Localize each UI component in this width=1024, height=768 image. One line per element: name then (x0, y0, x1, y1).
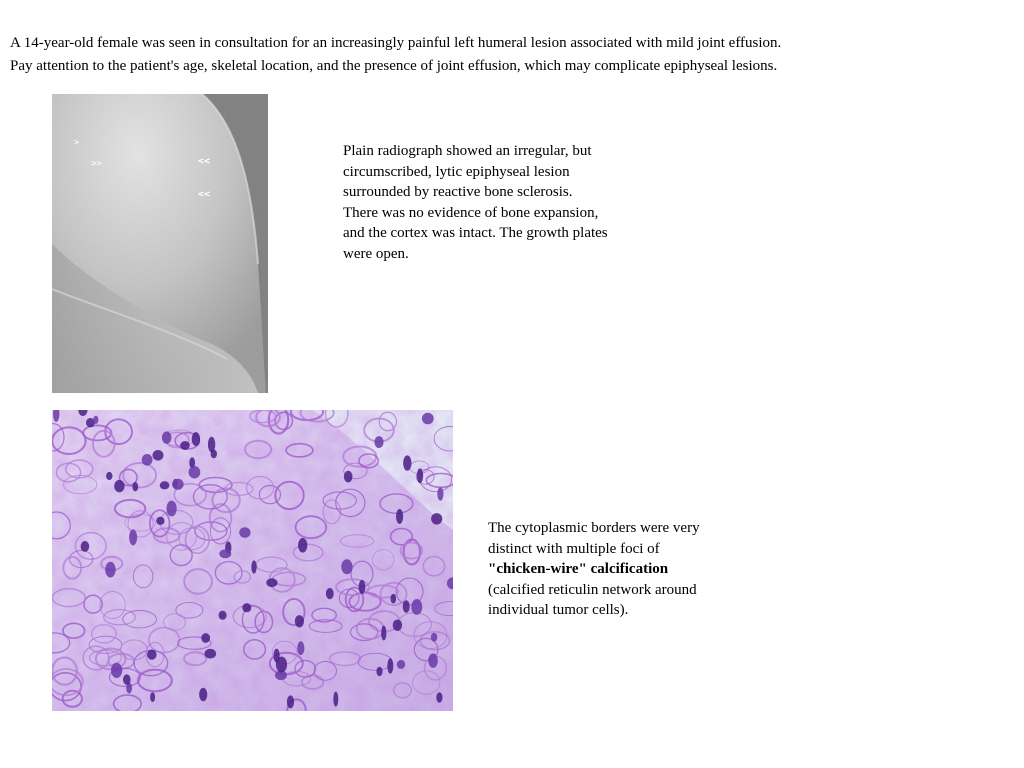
radiograph-drawing (52, 94, 268, 393)
case-intro (10, 32, 1010, 78)
histology-caption-line-2: distinct with multiple foci of (488, 540, 660, 557)
radiograph-caption-line: Plain radiograph showed an irregular, but (343, 143, 592, 159)
histology-caption-line-3: (calcified reticulin network around (488, 581, 697, 598)
radiograph-caption-line: circumscribed, lytic epiphyseal lesion (343, 163, 570, 180)
radiograph-image (52, 94, 268, 393)
histology-image (52, 410, 453, 711)
histology-drawing (52, 410, 453, 711)
histology-caption-line-4: individual tumor cells). (488, 602, 629, 618)
radiograph-arrow-4: << (198, 189, 211, 200)
radiograph-caption-line: were open. (343, 245, 409, 262)
histology-caption-bold (488, 559, 788, 580)
radiograph-caption-line: surrounded by reactive bone sclerosis. (343, 184, 573, 200)
radiograph-caption-line: and the cortex was intact. The growth plates (343, 225, 608, 241)
intro-line-2: Pay attention to the patient's age, skeletal location, and the presence of joint effusion, which may complicate epiphyseal lesions. (10, 58, 778, 74)
radiograph-caption-line: There was no evidence of bone expansion, (343, 204, 599, 221)
chicken-wire-term: "chicken-wire" calcification (488, 561, 669, 577)
intro-line-1: A 14-year-old female was seen in consultation for an increasingly painful left humeral lesion associated with mild joint effusion. (10, 35, 782, 51)
radiograph-arrow-2: >> (91, 159, 102, 169)
radiograph-arrow-3: << (198, 156, 211, 167)
histology-caption (488, 518, 788, 621)
histology-caption-line-1: The cytoplasmic borders were very (488, 520, 700, 536)
radiograph-caption (343, 141, 673, 264)
radiograph-arrow-1: > (74, 138, 80, 148)
